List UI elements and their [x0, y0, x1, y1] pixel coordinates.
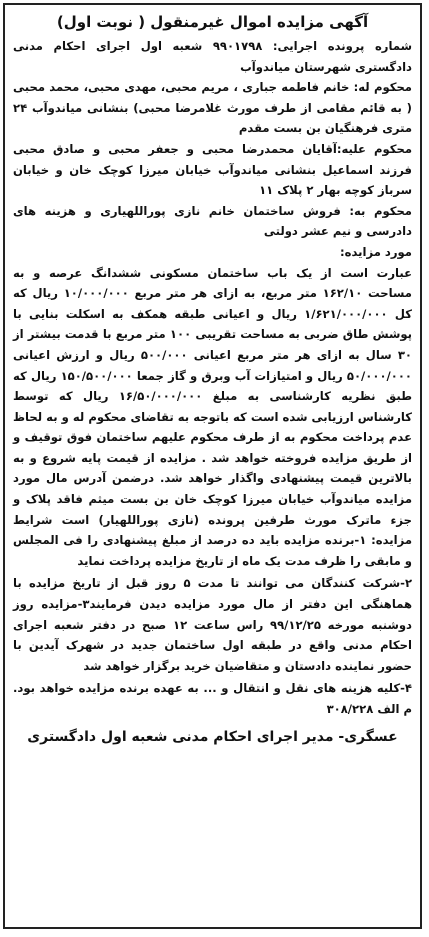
judgment-subject: محکوم به: فروش ساختمان خانم نازی پوراللهیاری و هزینه های دادرسی و نیم عشر دولتی	[13, 203, 412, 239]
judgment-debtor: محکوم علیه:آقایان محمدرضا محبی و جعفر محبی و صادق محبی فرزند اسماعیل بنشانی میاندوآب خیابان میرزا کوچک خان و خیابان سرباز کوچه بهار ۲ پلاک ۱۱	[13, 141, 412, 198]
auction-item-description: عبارت است از یک باب ساختمان مسکونی ششدانگ عرصه و به مساحت ۱۶۲/۱۰ متر مربع، به ازای هر متر مربع ۱۰/۰۰۰/۰۰۰ ریال که کل ۱/۶۲۱/۰۰۰/۰۰۰ ریال و اعیانی طبقه همکف به اسکلت بنایی با پوشش طاق ضربی به مساحت تقریبی ۱۰۰ متر مربع با قدمت بیشتر از ۳۰ سال به ازای هر متر مربع اعیانی ۵۰۰/۰۰۰ ریال و ارزش اعیانی ۵۰/۰۰۰/۰۰۰ ریال و امتیازات آب وبرق و گاز جمعا ۱۵۰/۵۰۰/۰۰۰ ریال که طبق نظریه کارشناسی به مبلغ ۱۶/۵۰/۰۰۰/۰۰۰ ریال که توسط کارشناس ارزیابی شده است که باتوجه به تقاضای محکوم له و به لحاظ عدم پرداخت محکوم به از طرف محکوم علیهم ساختمان فوق توقیف و از طریق مزایده فروخته خواهد شد . مزایده از قیمت پایه شروع و به بالاترین قیمت پیشنهادی واگذار خواهد شد. درضمن آدرس مال مورد مزایده میاندوآب خیابان میرزا کوچک خان بن بست میثم فاقد پلاک و جزء ماترک مورث طرفین پرونده (نازی پوراللهیار) است شرایط مزایده: ۱-برنده مزایده باید ده درصد از مبلغ پیشنهادی را فی المجلس و مابقی را ظرف مدت یک ماه از تاریخ مزایده پرداخت نماید	[13, 265, 412, 568]
auction-item-heading: مورد مزایده:	[339, 244, 412, 259]
notice-title: آگهی مزایده اموال غیرمنقول ( نوبت اول)	[56, 13, 369, 31]
auction-costs: ۴-کلیه هزینه های نقل و انتقال و ... به عهده برنده مزایده خواهد بود. م الف ۳۰۸/۲۲۸	[13, 681, 412, 716]
signature: عسگری- مدیر اجرای احکام مدنی شعبه اول دادگستری	[27, 728, 398, 745]
auction-conditions: ۲-شرکت کنندگان می توانند تا مدت ۵ روز قبل از تاریخ مزایده با هماهنگی این دفتر از مال مورد مزایده دیدن فرمایند۳-مزایده روز دوشنبه مورخه ۹۹/۱۲/۲۵ راس ساعت ۱۲ صبح در دفتر شعبه اجرای احکام مدنی واقع در طبقه اول ساختمان جدید در شهرک آیدین با حضور نماینده دادستان و متقاضیان خرید برگزار خواهد شد	[13, 576, 413, 673]
auction-notice	[3, 3, 422, 929]
judgment-creditor: محکوم له: خانم فاطمه جباری ، مریم محبی، مهدی محبی، محمد محبی ( به قائم مقامی از طرف مورث غلامرضا محبی) بنشانی میاندوآب ۲۴ متری فرهنگیان بن بست مقدم	[13, 80, 412, 136]
case-number: شماره پرونده اجرایی: ۹۹۰۱۷۹۸ شعبه اول اجرای احکام مدنی دادگستری شهرستان میاندوآب	[13, 39, 413, 74]
